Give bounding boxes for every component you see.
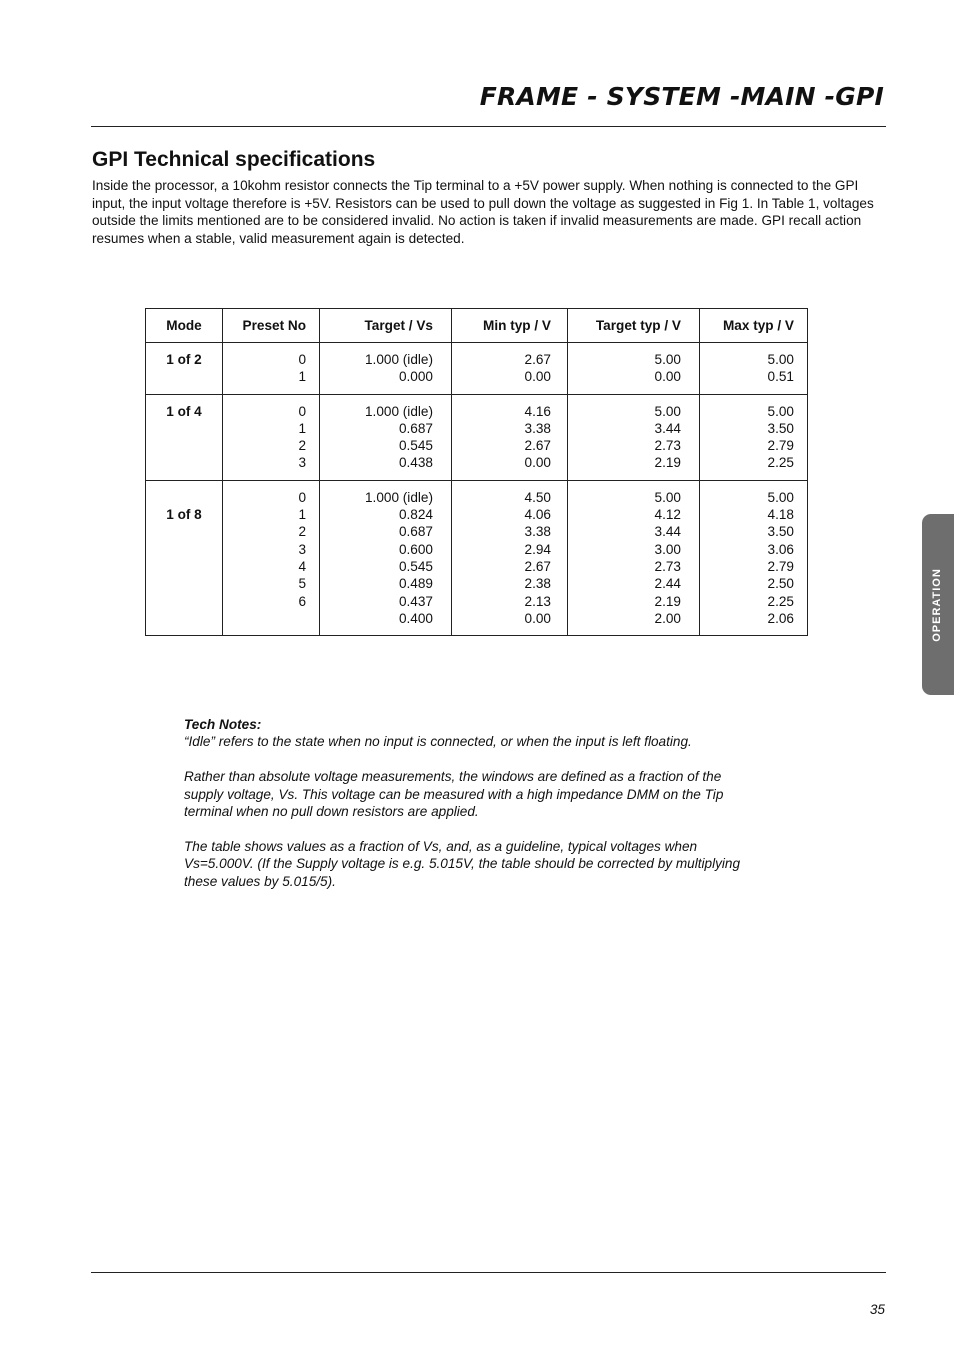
min-typ-cell	[452, 394, 568, 480]
tech-notes-block-1	[184, 716, 754, 751]
table-header-row	[146, 309, 808, 343]
tech-notes-paragraph: The table shows values as a fraction of Vs, and, as a guideline, typical voltages when Vs=5.000V. (If the Supply voltage is e.g. 5.015V, the table should be corrected by multiplying these values by 5.015/5).	[184, 838, 741, 889]
table-row	[146, 343, 808, 395]
target-vs-value: 1.000 (idle)	[364, 489, 433, 505]
header-divider	[91, 126, 886, 127]
table-row	[146, 480, 808, 635]
target-typ-value: 5.00	[654, 403, 681, 419]
preset-value: 0	[298, 489, 306, 505]
min-typ-value: 2.38	[524, 576, 551, 592]
target-vs-value: 0.687	[398, 420, 433, 436]
mode-cell: 1 of 2	[146, 343, 223, 395]
target-typ-cell	[568, 480, 700, 635]
max-typ-value: 2.50	[767, 576, 794, 592]
max-typ-cell	[700, 343, 808, 395]
footer-divider	[91, 1272, 886, 1273]
target-vs-value: 0.687	[398, 524, 433, 540]
target-vs-cell	[320, 394, 452, 480]
max-typ-value: 2.79	[767, 558, 794, 574]
tech-notes-paragraph: Rather than absolute voltage measurements, the windows are defined as a fraction of the supply voltage, Vs. This voltage can be measured with a high impedance DMM on the Tip terminal when no pull down resistors are applied.	[184, 769, 724, 820]
target-typ-value: 2.73	[654, 438, 681, 454]
target-typ-cell	[568, 343, 700, 395]
target-vs-value: 0.400	[398, 610, 433, 626]
mode-cell	[146, 480, 223, 635]
target-typ-value: 2.44	[654, 576, 681, 592]
min-typ-value: 2.13	[524, 593, 551, 609]
section-heading: GPI Technical specifications	[92, 148, 376, 171]
target-typ-cell	[568, 394, 700, 480]
target-vs-value: 1.000 (idle)	[364, 403, 433, 419]
preset-value: 0	[298, 403, 306, 419]
min-typ-value: 2.67	[524, 438, 551, 454]
tech-notes-title: Tech Notes:	[184, 717, 262, 732]
target-typ-value: 3.44	[654, 524, 681, 540]
preset-value: 4	[298, 558, 306, 574]
min-typ-value: 4.16	[524, 403, 551, 419]
max-typ-cell	[700, 480, 808, 635]
target-typ-value: 3.00	[654, 541, 681, 557]
target-vs-value: 0.437	[398, 593, 433, 609]
max-typ-value: 3.50	[767, 524, 794, 540]
min-typ-cell	[452, 343, 568, 395]
preset-value: 3	[298, 541, 306, 557]
target-vs-cell	[320, 343, 452, 395]
mode-cell: 1 of 4	[146, 394, 223, 480]
preset-value: 6	[298, 593, 306, 609]
header-preset-no: Preset No	[223, 309, 320, 343]
max-typ-value: 4.18	[767, 507, 794, 523]
max-typ-cell	[700, 394, 808, 480]
preset-value: 5	[298, 576, 306, 592]
min-typ-value: 3.38	[524, 420, 551, 436]
max-typ-value: 0.51	[767, 369, 794, 385]
target-typ-value: 2.00	[654, 610, 681, 626]
max-typ-value: 5.00	[767, 352, 794, 367]
preset-value: 1	[298, 420, 306, 436]
min-typ-value: 3.38	[524, 524, 551, 540]
max-typ-value: 5.00	[767, 403, 794, 419]
header-target-typ: Target typ / V	[568, 309, 700, 343]
max-typ-value: 2.25	[767, 455, 794, 471]
target-typ-value: 5.00	[654, 352, 681, 367]
target-vs-value: 0.000	[398, 369, 433, 385]
header-mode: Mode	[146, 309, 223, 343]
target-vs-value: 0.438	[398, 455, 433, 471]
min-typ-value: 4.06	[524, 507, 551, 523]
side-tab-label: OPERATION	[931, 567, 943, 642]
page-header-title: FRAME - SYSTEM -MAIN -GPI	[479, 82, 884, 111]
target-typ-value: 5.00	[654, 489, 681, 505]
preset-cell	[223, 343, 320, 395]
preset-value: 1	[298, 507, 306, 523]
preset-value: 0	[298, 352, 306, 367]
max-typ-value: 5.00	[767, 489, 794, 505]
preset-cell	[223, 480, 320, 635]
target-vs-value: 0.545	[398, 438, 433, 454]
max-typ-value: 3.50	[767, 420, 794, 436]
gpi-spec-table	[145, 308, 808, 636]
min-typ-value: 2.67	[524, 352, 551, 367]
min-typ-value: 2.67	[524, 558, 551, 574]
min-typ-value: 0.00	[524, 455, 551, 471]
target-typ-value: 0.00	[654, 369, 681, 385]
min-typ-value: 0.00	[524, 369, 551, 385]
page-number: 35	[869, 1302, 885, 1317]
preset-cell	[223, 394, 320, 480]
target-typ-value: 3.44	[654, 420, 681, 436]
mode-value: 1 of 8	[166, 507, 202, 523]
header-max-typ: Max typ / V	[700, 309, 808, 343]
target-vs-value: 0.600	[398, 541, 433, 557]
table-row	[146, 394, 808, 480]
target-vs-value: 1.000 (idle)	[364, 352, 433, 367]
preset-value: 2	[298, 524, 306, 540]
min-typ-value: 0.00	[524, 610, 551, 626]
target-typ-value: 2.19	[654, 593, 681, 609]
preset-value: 3	[298, 455, 306, 471]
max-typ-value: 3.06	[767, 541, 794, 557]
header-min-typ: Min typ / V	[452, 309, 568, 343]
tech-notes	[184, 716, 754, 907]
preset-value: 1	[298, 369, 306, 385]
header-target-vs: Target / Vs	[320, 309, 452, 343]
min-typ-cell	[452, 480, 568, 635]
min-typ-value: 4.50	[524, 489, 551, 505]
target-typ-value: 2.73	[654, 558, 681, 574]
target-vs-value: 0.489	[398, 576, 433, 592]
max-typ-value: 2.79	[767, 438, 794, 454]
preset-value: 2	[298, 438, 306, 454]
target-vs-cell	[320, 480, 452, 635]
tech-notes-paragraph: “Idle” refers to the state when no input is connected, or when the input is left floating.	[184, 734, 692, 750]
max-typ-value: 2.25	[767, 593, 794, 609]
max-typ-value: 2.06	[767, 610, 794, 626]
section-side-tab	[922, 514, 954, 695]
target-vs-value: 0.824	[398, 507, 433, 523]
min-typ-value: 2.94	[524, 541, 551, 557]
target-typ-value: 2.19	[654, 455, 681, 471]
target-typ-value: 4.12	[654, 507, 681, 523]
intro-paragraph: Inside the processor, a 10kohm resistor connects the Tip terminal to a +5V power supply. When nothing is connected to the GPI input, the input voltage therefore is +5V. Resistors can be used to pull down the voltage as suggested in Fig 1. In Table 1, voltages outside the limits mentioned are to be considered invalid. No action is taken if invalid measurements are made. GPI recall action resumes when a stable, valid measurement again is detected.	[92, 178, 874, 246]
target-vs-value: 0.545	[398, 558, 433, 574]
